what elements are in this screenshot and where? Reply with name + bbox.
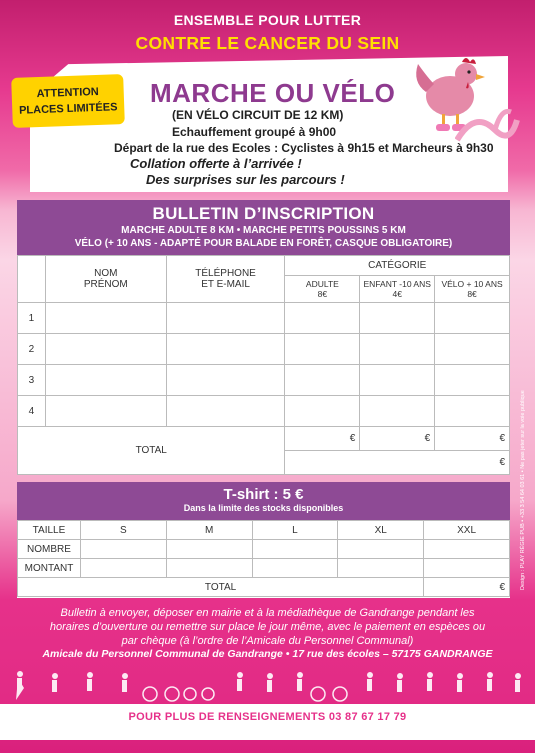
table-row xyxy=(18,334,510,365)
bike-cell[interactable] xyxy=(435,396,510,427)
row-number-header xyxy=(18,256,46,303)
email-header-line: ET E-MAIL xyxy=(201,279,250,290)
warmup-time: Echauffement groupé à 9h00 xyxy=(172,125,337,139)
contact-phone: POUR PLUS DE RENSEIGNEMENTS 03 87 67 17 79 xyxy=(128,711,407,723)
adult-cell[interactable] xyxy=(285,334,360,365)
size-m: M xyxy=(166,521,252,540)
badge-line-2: PLACES LIMITÉES xyxy=(18,101,118,117)
amount-cell[interactable] xyxy=(338,559,424,578)
bike-price: 8€ xyxy=(467,289,477,299)
bike-cell[interactable] xyxy=(435,365,510,396)
table-row xyxy=(18,365,510,396)
name-cell[interactable] xyxy=(45,334,166,365)
amount-cell[interactable] xyxy=(166,559,252,578)
amount-label: MONTANT xyxy=(18,559,81,578)
table-row xyxy=(18,303,510,334)
phone-cell[interactable] xyxy=(166,396,285,427)
phone-header-line: TÉLÉPHONE xyxy=(195,268,256,279)
amount-cell[interactable] xyxy=(424,559,510,578)
category-bike-header xyxy=(435,276,510,303)
places-limited-badge xyxy=(11,74,125,128)
runners-silhouettes-illustration xyxy=(0,666,535,704)
phone-column-header xyxy=(166,256,285,303)
amount-cell[interactable] xyxy=(80,559,166,578)
phone-cell[interactable] xyxy=(166,365,285,396)
tshirt-table xyxy=(17,520,510,597)
instructions-line-2: horaires d’ouverture ou remettre sur place le jour même, avec le paiement en espèces ou xyxy=(49,621,486,633)
name-header-line: NOM xyxy=(94,268,118,279)
submission-instructions xyxy=(10,606,525,648)
count-cell[interactable] xyxy=(166,540,252,559)
size-xxl: XXL xyxy=(424,521,510,540)
name-cell[interactable] xyxy=(45,365,166,396)
name-cell[interactable] xyxy=(45,396,166,427)
row-number: 4 xyxy=(18,396,46,427)
size-s: S xyxy=(80,521,166,540)
tshirt-header xyxy=(17,482,510,520)
bike-label: VÉLO + 10 ANS xyxy=(441,279,503,289)
tshirt-title: T-shirt : 5 € xyxy=(223,486,304,503)
name-column-header xyxy=(45,256,166,303)
table-row xyxy=(18,396,510,427)
tshirt-total-cell[interactable]: € xyxy=(424,578,510,597)
total-bike-cell[interactable]: € xyxy=(435,427,510,451)
pink-ribbon-icon xyxy=(455,100,520,150)
header-line-2: CONTRE LE CANCER DU SEIN xyxy=(135,33,400,53)
category-child-header xyxy=(360,276,435,303)
start-times: Départ de la rue des Ecoles : Cyclistes à 9h15 et Marcheurs à 9h30 xyxy=(114,141,494,155)
tshirt-total-label: TOTAL xyxy=(18,578,424,597)
registration-table xyxy=(17,255,510,475)
child-cell[interactable] xyxy=(360,334,435,365)
total-adult-cell[interactable]: € xyxy=(285,427,360,451)
surprise-note: Des surprises sur les parcours ! xyxy=(146,172,345,187)
badge-line-1: ATTENTION xyxy=(36,85,99,101)
adult-cell[interactable] xyxy=(285,365,360,396)
design-credit: Design : PLAY RÉGIE PUB • +33 3 54 64 03 61 • Ne pas jeter sur la voie publique xyxy=(520,390,526,590)
registration-form xyxy=(17,200,510,475)
count-cell[interactable] xyxy=(338,540,424,559)
form-title: BULLETIN D’INSCRIPTION xyxy=(152,204,375,223)
header-line-1: ENSEMBLE POUR LUTTER xyxy=(173,12,362,28)
child-cell[interactable] xyxy=(360,365,435,396)
event-title: MARCHE OU VÉLO xyxy=(150,78,396,108)
total-child-cell[interactable]: € xyxy=(360,427,435,451)
amount-cell[interactable] xyxy=(252,559,338,578)
adult-label: ADULTE xyxy=(305,279,339,289)
size-l: L xyxy=(252,521,338,540)
phone-cell[interactable] xyxy=(166,303,285,334)
child-cell[interactable] xyxy=(360,396,435,427)
row-number: 3 xyxy=(18,365,46,396)
event-subtitle: (EN VÉLO CIRCUIT DE 12 KM) xyxy=(172,108,344,122)
organizer-address: Amicale du Personnel Communal de Gandrange • 17 rue des écoles – 57175 GANDRANGE xyxy=(42,648,493,660)
phone-cell[interactable] xyxy=(166,334,285,365)
form-walk-options: MARCHE ADULTE 8 KM • MARCHE PETITS POUSSINS 5 KM xyxy=(121,225,406,236)
tshirt-form xyxy=(17,482,510,598)
count-cell[interactable] xyxy=(80,540,166,559)
count-label: NOMBRE xyxy=(18,540,81,559)
adult-cell[interactable] xyxy=(285,396,360,427)
child-label: ENFANT -10 ANS xyxy=(363,279,431,289)
row-number: 1 xyxy=(18,303,46,334)
category-header: CATÉGORIE xyxy=(285,256,510,276)
snack-note: Collation offerte à l’arrivée ! xyxy=(130,156,302,171)
size-xl: XL xyxy=(338,521,424,540)
adult-price: 8€ xyxy=(317,289,328,299)
instructions-line-3: par chèque (à l’ordre de l’Amicale du Personnel Communal) xyxy=(121,635,414,647)
instructions-line-1: Bulletin à envoyer, déposer en mairie et à la médiathèque de Gandrange pendant les xyxy=(60,607,475,619)
bike-cell[interactable] xyxy=(435,334,510,365)
adult-cell[interactable] xyxy=(285,303,360,334)
category-adult-header xyxy=(285,276,360,303)
firstname-header-line: PRÉNOM xyxy=(83,279,128,290)
bike-cell[interactable] xyxy=(435,303,510,334)
count-cell[interactable] xyxy=(252,540,338,559)
child-price: 4€ xyxy=(392,289,402,299)
child-cell[interactable] xyxy=(360,303,435,334)
count-cell[interactable] xyxy=(424,540,510,559)
size-label: TAILLE xyxy=(18,521,81,540)
grand-total-cell[interactable]: € xyxy=(285,451,510,475)
row-number: 2 xyxy=(18,334,46,365)
registration-form-header xyxy=(17,200,510,255)
form-bike-option: VÉLO (+ 10 ANS - ADAPTÉ POUR BALADE EN FORÊT, CASQUE OBLIGATOIRE) xyxy=(74,238,453,249)
name-cell[interactable] xyxy=(45,303,166,334)
total-label: TOTAL xyxy=(18,427,285,475)
tshirt-subtitle: Dans la limite des stocks disponibles xyxy=(183,503,344,513)
